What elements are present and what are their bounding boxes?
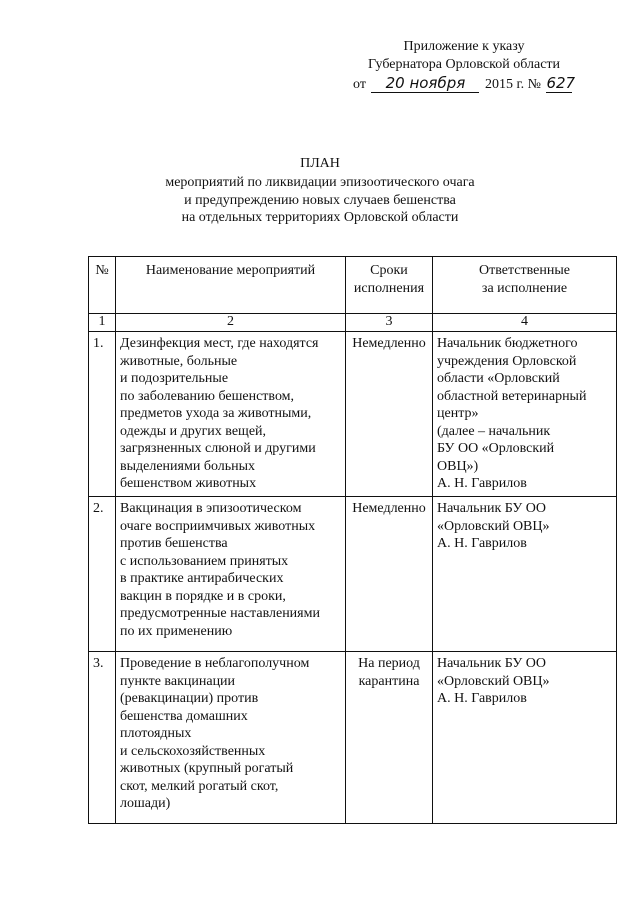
row-term: Немедленно <box>346 497 433 652</box>
column-number-row <box>89 314 617 332</box>
column-number: 2 <box>116 314 346 332</box>
row-responsible: Начальник бюджетного учреждения Орловской области «Орловский областной ветеринарный центр» (далее – начальник БУ ОО «Орловский ОВЦ») А. Н. Гаврилов <box>433 332 617 497</box>
page-subtitle <box>0 174 640 227</box>
column-number: 1 <box>89 314 116 332</box>
header-term: Сроки исполнения <box>346 257 433 314</box>
row-measure: Вакцинация в эпизоотическом очаге восприимчивых животных против бешенства с использованием принятых в практике антирабических вакцин в порядке и в сроки, предусмотренные наставлениями по их применению <box>116 497 346 652</box>
decree-date-row <box>330 74 598 94</box>
subtitle-line: и предупреждению новых случаев бешенства <box>184 192 456 208</box>
header-name: Наименование мероприятий <box>116 257 346 314</box>
subtitle-line: на отдельных территориях Орловской области <box>181 210 459 225</box>
measures-table <box>88 256 617 824</box>
appendix-line-1: Приложение к указу <box>403 39 525 54</box>
table-header-row <box>89 257 617 314</box>
appendix-header <box>330 38 598 94</box>
row-num: 1. <box>89 332 116 497</box>
row-term: На период карантина <box>346 652 433 824</box>
row-responsible: Начальник БУ ОО «Орловский ОВЦ» А. Н. Гаврилов <box>433 497 617 652</box>
row-term: Немедленно <box>346 332 433 497</box>
header-responsible: Ответственные за исполнение <box>433 257 617 314</box>
table-row <box>89 332 617 497</box>
page-title: ПЛАН <box>300 156 340 171</box>
row-measure: Проведение в неблагополучном пункте вакцинации (ревакцинации) против бешенства домашних плотоядных и сельскохозяйственных животных (крупный рогатый скот, мелкий рогатый скот, лошади) <box>116 652 346 824</box>
row-responsible: Начальник БУ ОО «Орловский ОВЦ» А. Н. Гаврилов <box>433 652 617 824</box>
table-row <box>89 497 617 652</box>
handwritten-number: 627 <box>546 74 576 92</box>
header-num: № <box>89 257 116 314</box>
column-number: 3 <box>346 314 433 332</box>
row-num: 3. <box>89 652 116 824</box>
handwritten-date: 20 ноября <box>371 74 479 93</box>
year-text: 2015 г. № <box>484 77 541 92</box>
row-measure: Дезинфекция мест, где находятся животные, больные и подозрительные по заболеванию бешенством, предметов ухода за животными, одежды и других вещей, загрязненных слюной и другими выделениями больных бешенством животных <box>116 332 346 497</box>
table-row <box>89 652 617 824</box>
subtitle-line: мероприятий по ликвидации эпизоотического очага <box>165 175 475 190</box>
row-num: 2. <box>89 497 116 652</box>
column-number: 4 <box>433 314 617 332</box>
date-prefix: от <box>353 77 366 92</box>
appendix-line-2: Губернатора Орловской области <box>367 57 561 72</box>
